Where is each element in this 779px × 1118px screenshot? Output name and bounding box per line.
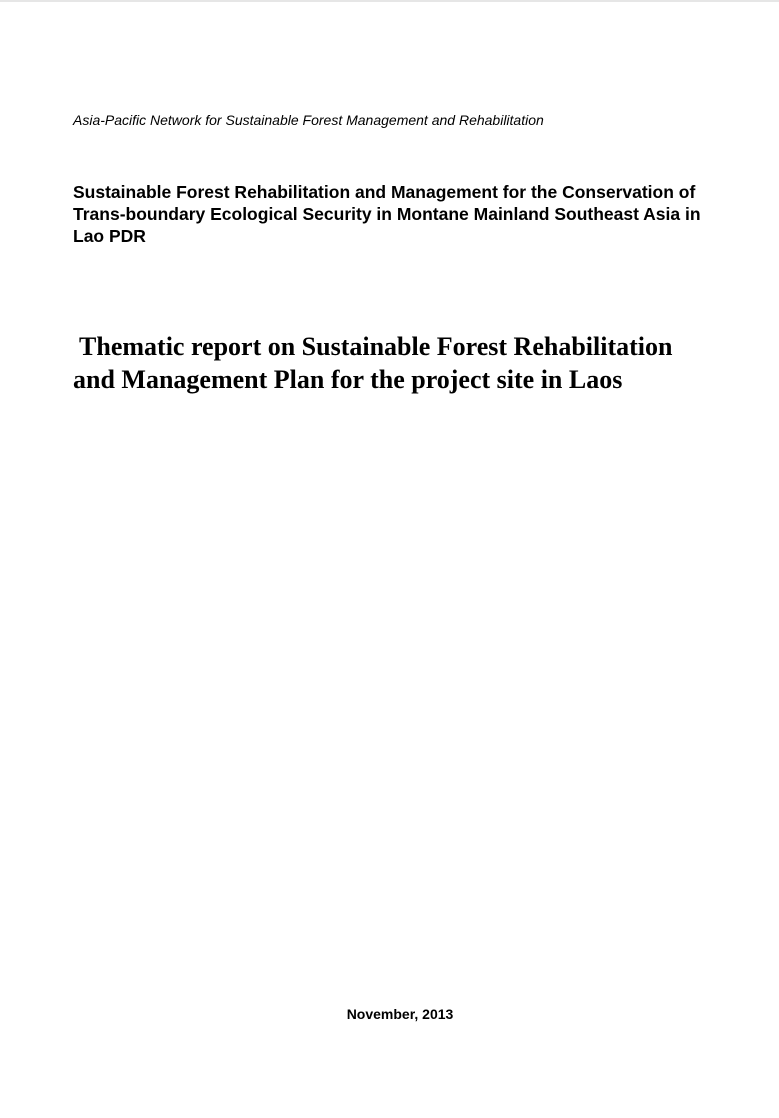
report-date: November, 2013 [346, 1006, 454, 1022]
report-title-line-1: Thematic report on Sustainable Forest Rehabilitation [73, 332, 673, 361]
network-name: Asia-Pacific Network for Sustainable Forest Management and Rehabilitation [73, 112, 544, 128]
report-title-line-2: and Management Plan for the project site in Laos [73, 365, 623, 394]
report-title [73, 330, 733, 396]
project-title: Sustainable Forest Rehabilitation and Management for the Conservation of Trans-boundary Ecological Security in Montane Mainland Southeast Asia in Lao PDR [73, 182, 701, 246]
